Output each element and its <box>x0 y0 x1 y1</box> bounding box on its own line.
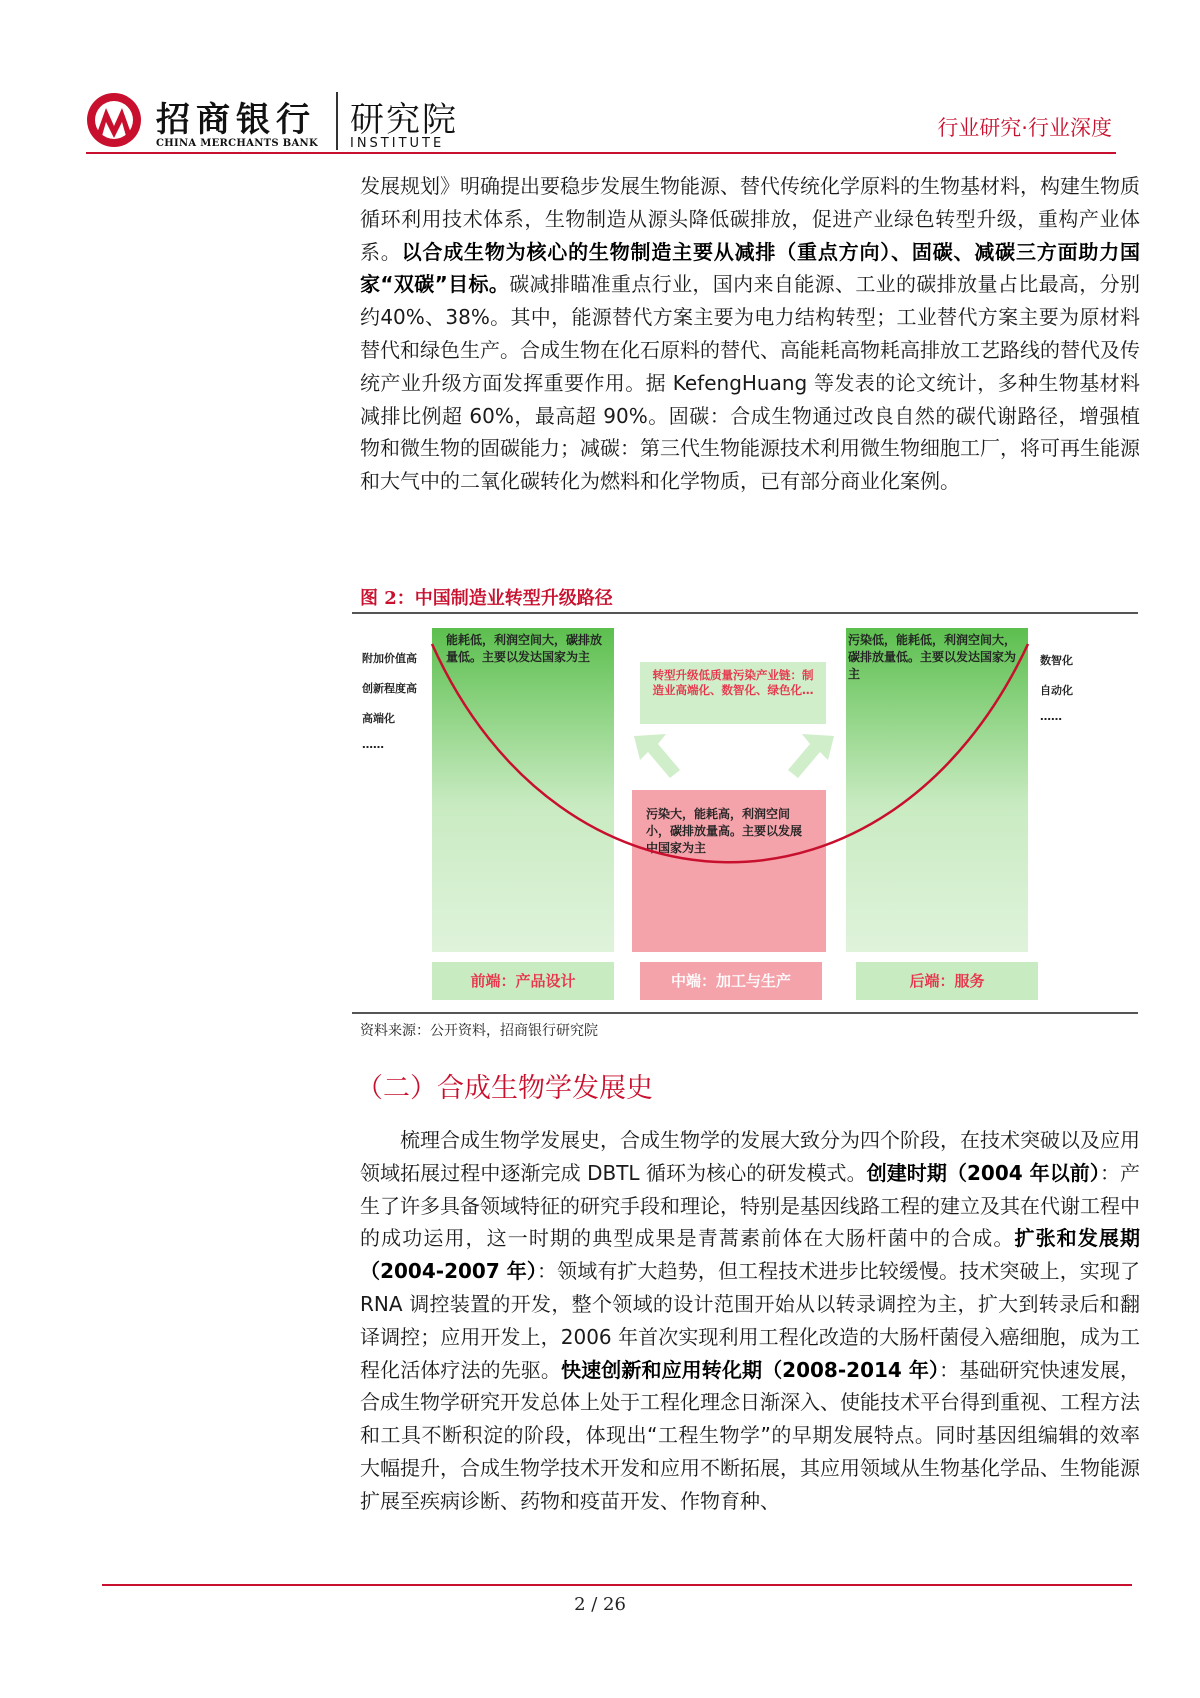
front-end-label: 前端：产品设计 <box>432 962 614 1000</box>
left-side-label: 附加价值高 <box>362 652 417 665</box>
mid-stage-text: 污染大，能耗高，利润空间小，碳排放量高。主要以发展中国家为主 <box>646 807 803 855</box>
paragraph-text: ：领域有扩大趋势，但工程技术进步比较缓慢。技术突破上，实现了 RNA 调控装置的开发，整个领域的设计范围开始从以转录调控为主，扩大到转录后和翻译调控；应用开发上，2006 年首次实现利用工程化改造的大肠杆菌侵入癌细胞，成为工程化活体疗法的先驱。 <box>360 1259 1141 1382</box>
section-heading: （二）合成生物学发展史 <box>356 1073 653 1104</box>
institute-name-en: INSTITUTE <box>350 136 445 151</box>
header-rule <box>86 152 1116 154</box>
paragraph-text: ：产生了许多具备领域特征的研究手段和理论，特别是基因线路工程的建立及其在代谢工程中的成功运用，这一时期的典型成果是青蒿素前体在大肠杆菌中的合成。 <box>360 1160 1140 1251</box>
front-end-description: 能耗低，利润空间大，碳排放量低。主要以发达国家为主 <box>446 633 603 664</box>
paragraph-text: ：基础研究快速发展，合成生物学研究开发总体上处于工程化理念日渐深入、使能技术平台得到重视、工程方法和工具不断积淀的阶段，体现出“工程生物学”的早期发展特点。同时基因组编辑的效率大幅提升，合成生物学技术开发和应用不断拓展，其应用领域从生物基化学品、生物能源扩展至疾病诊断、药物和疫苗开发、作物育种、 <box>360 1357 1141 1513</box>
left-side-label: 高端化 <box>362 712 395 725</box>
smile-curve <box>420 630 1040 950</box>
right-side-label: 自动化 <box>1040 684 1073 697</box>
figure-title: 图 2：中国制造业转型升级路径 <box>360 588 613 609</box>
paragraph-bold: 以合成生物为核心的生物制造主要从减排（重点方向）、固碳、减碳三方面助力国家“双碳”目标。 <box>360 239 1141 297</box>
paragraph-bold: 创建时期（2004 年以前） <box>866 1160 1100 1185</box>
institute-name-cn: 研究院 <box>350 100 458 140</box>
paragraph-bold: 扩张和发展期（2004-2007 年） <box>360 1226 1141 1284</box>
page-number: 2 / 26 <box>574 1594 626 1615</box>
paragraph-history <box>360 1124 1140 1518</box>
report-tag: 行业研究·行业深度 <box>937 116 1112 140</box>
cmb-logo-icon <box>86 92 142 148</box>
paragraph-bold: 快速创新和应用转化期（2008-2014 年） <box>561 1357 940 1382</box>
left-side-label: …… <box>362 738 384 751</box>
mid-end-label: 中端：加工与生产 <box>640 962 822 1000</box>
upgrade-path-text: 转型升级低质量污染产业链：制造业高端化、数智化、绿色化… <box>652 668 814 697</box>
paragraph-text: 梳理合成生物学发展史，合成生物学的发展大致分为四个阶段，在技术突破以及应用领域拓展过程中逐渐完成 DBTL 循环为核心的研发模式。 <box>360 1128 1140 1185</box>
figure-bottom-rule <box>352 1012 1138 1014</box>
left-side-label: 创新程度高 <box>362 682 417 695</box>
brand-name-cn: 招商银行 <box>156 100 316 140</box>
brand-name-en: CHINA MERCHANTS BANK <box>156 138 318 149</box>
figure-top-rule <box>352 612 1138 614</box>
footer-rule <box>102 1584 1132 1586</box>
paragraph-text: 碳减排瞄准重点行业，国内来自能源、工业的碳排放量占比最高，分别约40%、38%。其中，能源替代方案主要为电力结构转型；工业替代方案主要为原材料替代和绿色生产。合成生物在化石原料的替代、高能耗高物耗高排放工艺路线的替代及传统产业升级方面发挥重要作用。据 KefengHuang 等发表的论文统计，多种生物基材料减排比例超 60%，最高超 90%。固碳：合成生物通过改良自然的碳代谢路径，增强植物和微生物的固碳能力；减碳：第三代生物能源技术利用微生物细胞工厂，将可再生能源和大气中的二氧化碳转化为燃料和化学物质，已有部分商业化案例。 <box>360 272 1141 494</box>
right-side-label: 数智化 <box>1040 654 1073 667</box>
header-divider <box>336 92 338 150</box>
paragraph-carbon <box>360 170 1140 498</box>
right-side-label: …… <box>1040 710 1062 723</box>
paragraph-text: 发展规划》明确提出要稳步发展生物能源、替代传统化学原料的生物基材料，构建生物质循环利用技术体系，生物制造从源头降低碳排放，促进产业绿色转型升级，重构产业体系。 <box>360 174 1140 264</box>
back-end-description: 污染低，能耗低，利润空间大，碳排放量低。主要以发达国家为主 <box>848 633 1017 681</box>
figure-source: 资料来源：公开资料，招商银行研究院 <box>360 1023 598 1039</box>
back-end-label: 后端：服务 <box>856 962 1038 1000</box>
